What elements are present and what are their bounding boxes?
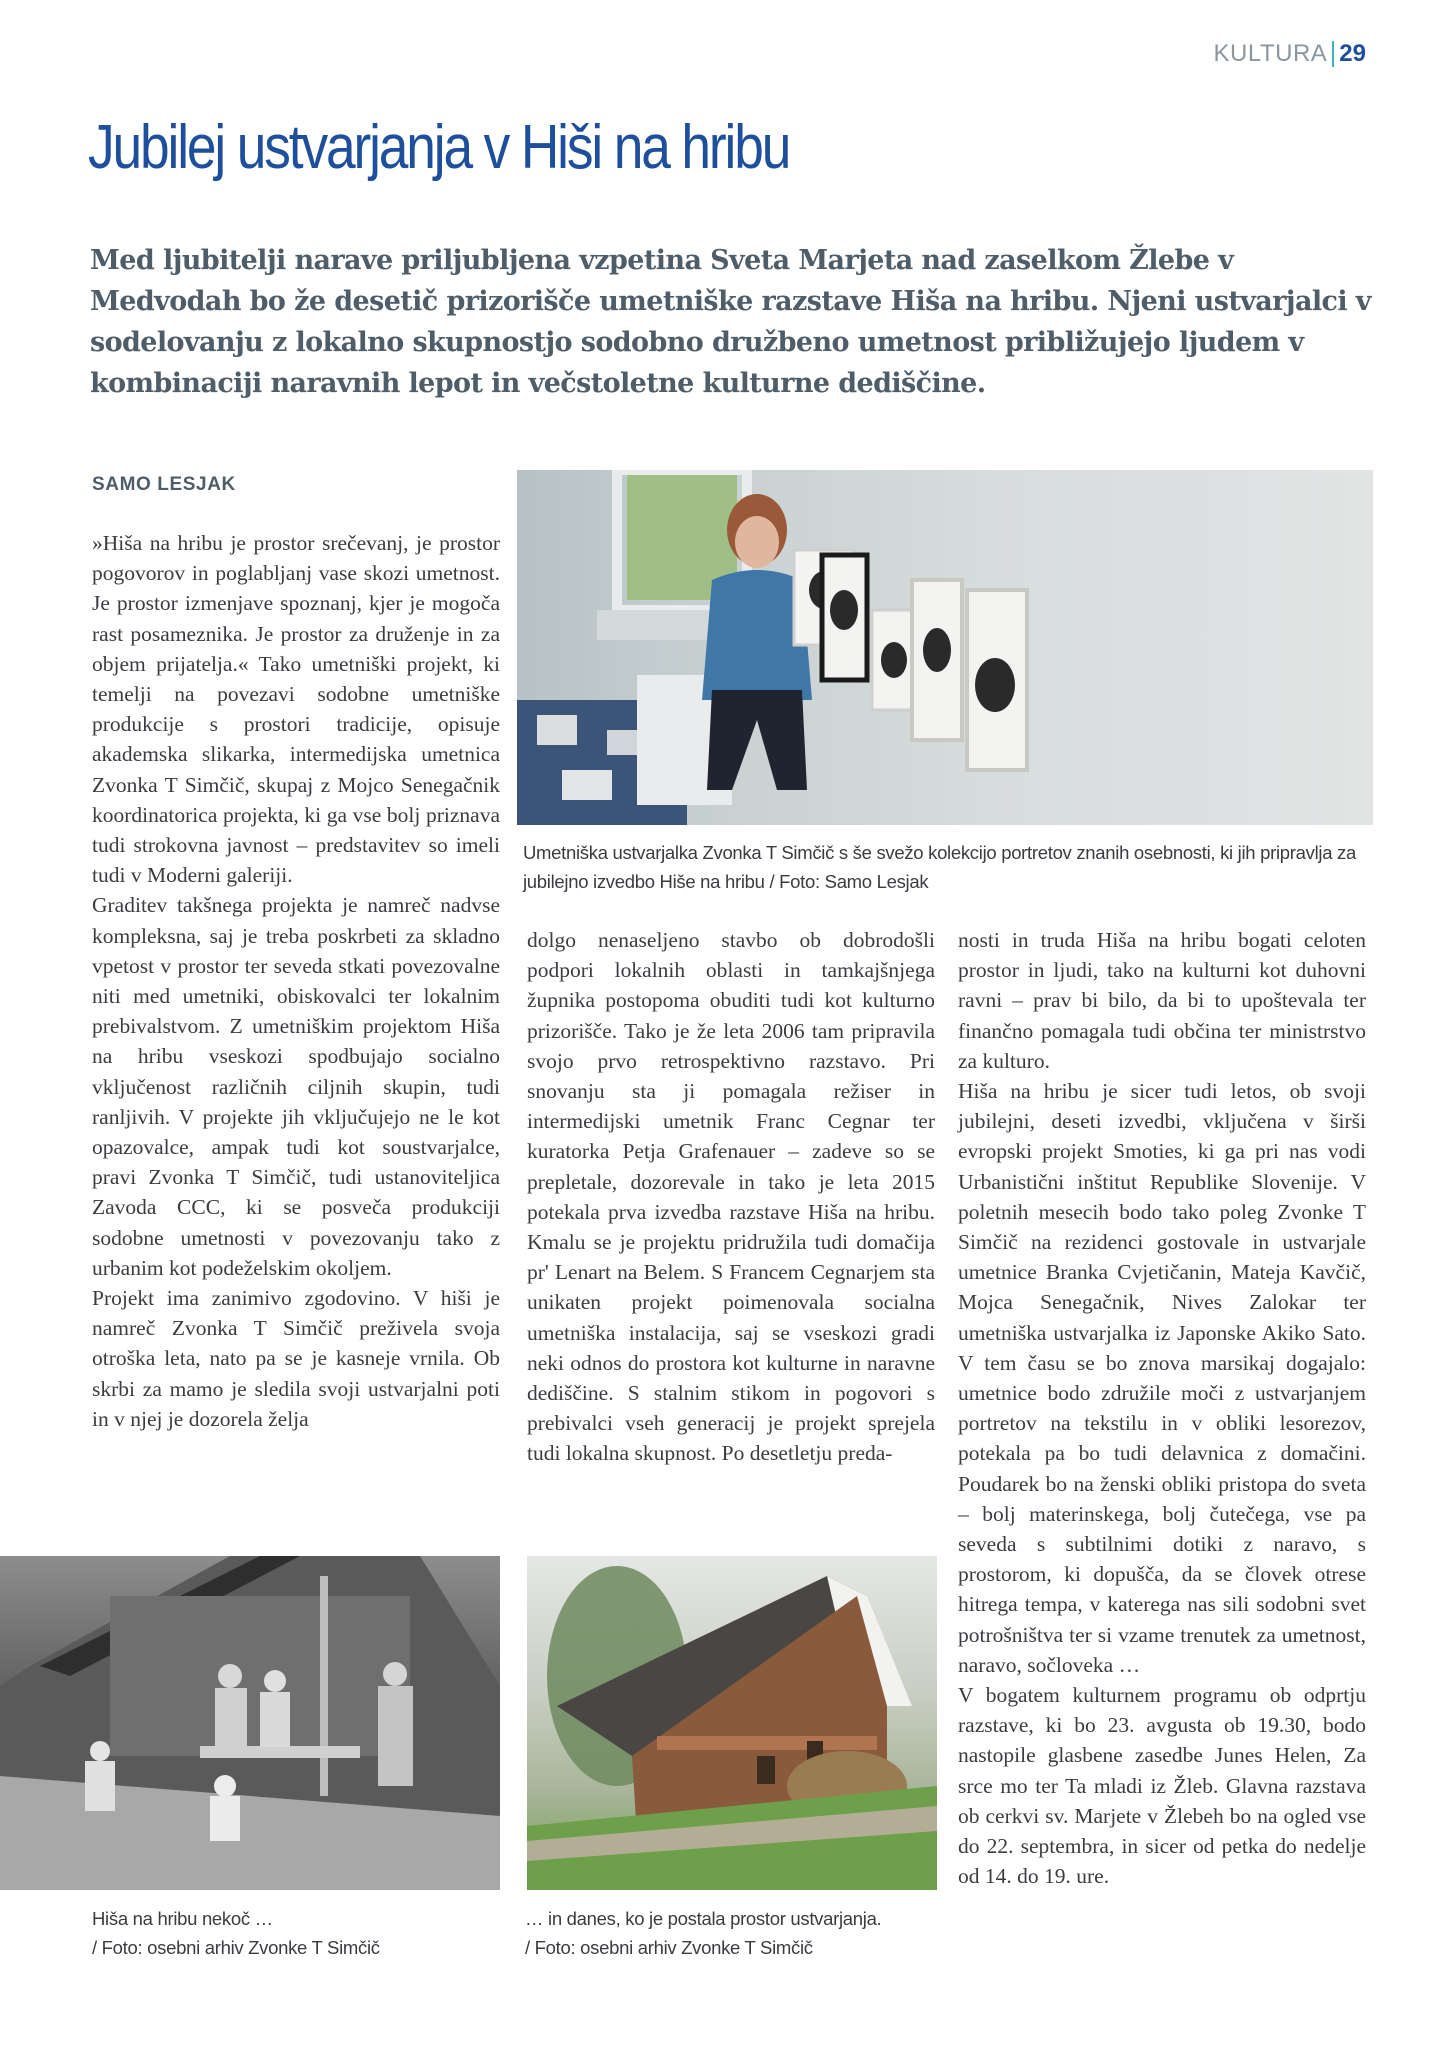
text-column-2: [527, 925, 935, 1469]
caption-credit: / Foto: osebni arhiv Zvonke T Simčič: [525, 1937, 813, 1958]
paragraph: Projekt ima zanimivo zgodovino. V hiši je namreč Zvonka T Simčič preživela svoja otroška leta, nato pa se je kasneje vrnila. Ob skrbi za mamo je sledila svoji ustvarjalni poti in v njej je dozorela želja: [92, 1286, 500, 1431]
photo-house-now: [527, 1556, 937, 1890]
then-photo-caption: [92, 1904, 502, 1962]
page-number: 29: [1339, 40, 1366, 67]
photo-artist-with-portraits: [517, 470, 1373, 825]
caption-line: … in danes, ko je postala prostor ustvarjanja.: [525, 1908, 882, 1929]
paragraph: dolgo nenaseljeno stavbo ob dobrodošli podpori lokalnih oblasti in tamkajšnjega župnika postopoma obuditi tudi kot kulturno prizorišče. Tako je že leta 2006 tam pripravila svojo prvo retrospektivno razstavo. Pri snovanju sta ji pomagala režiser in intermedijski umetnik Franc Cegnar ter kuratorka Petja Grafenauer – zadeve so se prepletale, dozorevale in tako je leta 2015 potekala prva izvedba razstave Hiša na hribu. Kmalu se je projektu pridružila tudi domačija pr' Lenart na Belem. S Francem Cegnarjem sta unikaten projekt poimenovala socialna umetniška instalacija, saj se vseskozi gradi neki odnos do prostora kot kulturne in naravne dediščine. S stalnim stikom in pogovori s prebivalci vseh generacij je projekt sprejela tudi lokalna skupnost. Po desetletju preda-: [527, 928, 935, 1466]
historic-house-photo-icon: [0, 1556, 500, 1890]
caption-credit: / Foto: osebni arhiv Zvonke T Simčič: [92, 1937, 380, 1958]
paragraph: Hiša na hribu je sicer tudi letos, ob svoji jubilejni, deseti izvedbi, vključena v širši evropski projekt Smoties, ki ga pri nas vodi Urbanistični inštitut Republike Slovenije. V poletnih mesecih bodo tako poleg Zvonke T Simčič na rezidenci gostovale in ustvarjale umetnice Branka Cvjetičanin, Mateja Kavčič, Mojca Senegačnik, Nives Zalokar ter umetniška ustvarjalka iz Japonske Akiko Sato. V tem času se bo znova marsikaj dogajalo: umetnice bodo združile moči z ustvarjanjem portretov na tekstilu in v obliki lesorezov, potekala pa bo tudi delavnica z domačini. Poudarek bo na ženski obliki pristopa do sveta – bolj materinskega, bolj čutečega, vse pa seveda s subtilnimi dotiki z naravo, s prostorom, ki dopušča, da se človek otrese hitrega tempa, v katerega nas sili sodobni svet potrošništva ter si vzame trenutek za umetnost, naravo, sočloveka …: [958, 1079, 1366, 1677]
article-lead: Med ljubitelji narave priljubljena vzpetina Sveta Marjeta nad zaselkom Žlebe v Medvodah bo že desetič prizorišče umetniške razstave Hiša na hribu. Njeni ustvarjalci v sodelovanju z lokalno skupnostjo sodobno družbeno umetnost približujejo ljudem v kombinaciji naravnih lepot in večstoletne kulturne dediščine.: [90, 245, 1371, 399]
caption-line: Hiša na hribu nekoč …: [92, 1908, 273, 1929]
wooden-house-photo-icon: [527, 1556, 937, 1890]
artist-portrait-photo-icon: [517, 470, 1373, 825]
text-column-1: [92, 528, 500, 1434]
paragraph: »Hiša na hribu je prostor srečevanj, je prostor pogovorov in poglabljanj vase skozi umetnost. Je prostor izmenjave spoznanj, kjer je mogoča rast posameznika. Je prostor za druženje in za objem prijatelja.« Tako umetniški projekt, ki temelji na povezavi sodobne umetniške produkcije s prostori tradicije, opisuje akademska slikarka, intermedijska umetnica Zvonka T Simčič, skupaj z Mojco Senegačnik koordinatorica projekta, ki ga vse bolj priznava tudi strokovna javnost – predstavitev so imeli tudi v Moderni galeriji.: [92, 531, 500, 888]
page-header: [1214, 40, 1366, 68]
author-byline: SAMO LESJAK: [92, 474, 236, 495]
paragraph: Graditev takšnega projekta je namreč nadvse kompleksna, saj je treba poskrbeti za skladno vpetost v prostor ter seveda stkati povezovalne niti med umetniki, obiskovalci ter lokalnim prebivalstvom. Z umetniškim projektom Hiša na hribu vseskozi spodbujajo socialno vključenost različnih ciljnih skupin, tudi ranljivih. V projekte jih vključujejo ne le kot opazovalce, ampak tudi kot soustvarjalce, pravi Zvonka T Simčič, tudi ustanoviteljica Zavoda CCC, ki se posveča produkciji sodobne umetnosti v povezovanju tako z urbanim kot podeželskim okoljem.: [92, 893, 500, 1280]
section-label: KULTURA: [1213, 40, 1328, 67]
text-column-3: [958, 925, 1366, 1892]
paragraph: nosti in truda Hiša na hribu bogati celoten prostor in ljudi, tako na kulturni kot duhovni ravni – prav bi bilo, da bi to upoštevala ter finančno pomagala tudi občina ter ministrstvo za kulturo.: [958, 928, 1366, 1073]
photo-house-then: [0, 1556, 500, 1890]
now-photo-caption: [525, 1904, 945, 1962]
article-title: Jubilej ustvarjanja v Hiši na hribu: [88, 113, 790, 182]
main-photo-caption: Umetniška ustvarjalka Zvonka T Simčič s še svežo kolekcijo portretov znanih osebnosti, ki jih pripravlja za jubilejno izvedbo Hiše na hribu / Foto: Samo Lesjak: [523, 842, 1356, 892]
paragraph: V bogatem kulturnem programu ob odprtju razstave, ki bo 23. avgusta ob 19.30, bodo nastopile glasbene zasedbe Junes Helen, Za srce mo ter Ta mladi iz Žleb. Glavna razstava ob cerkvi sv. Marjete v Žlebeh bo na ogled vse do 22. septembra, in sicer od petka do nedelje od 14. do 19. ure.: [958, 1683, 1366, 1889]
header-divider: [1332, 41, 1334, 67]
